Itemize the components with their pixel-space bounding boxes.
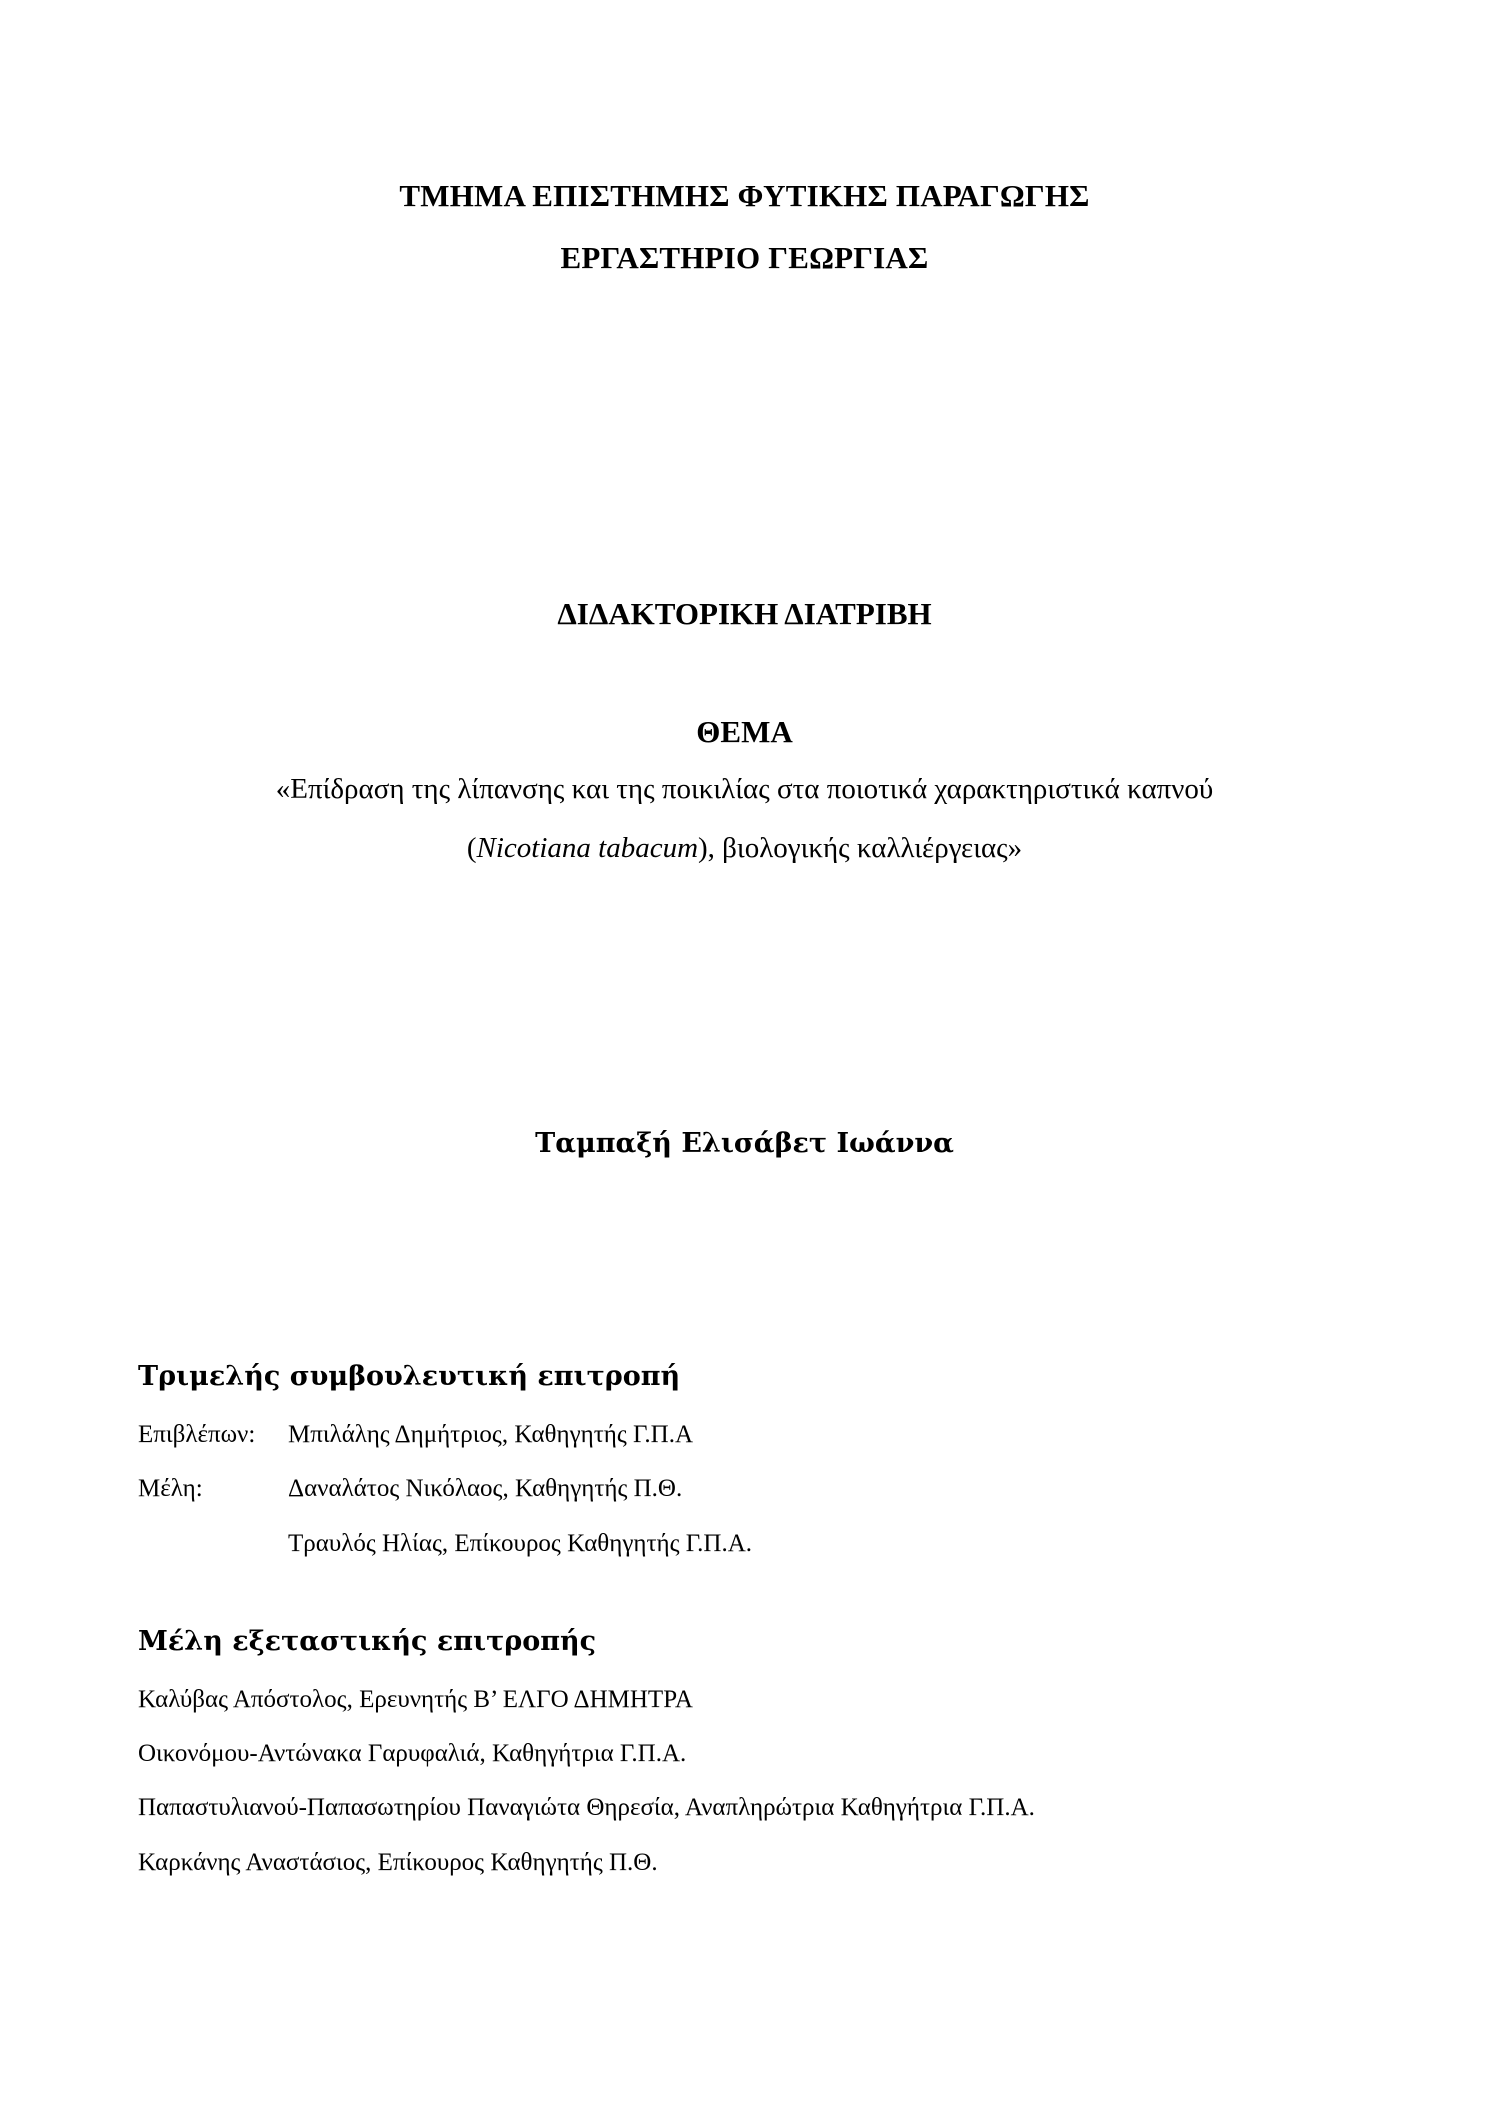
- thesis-type: ΔΙΔΑΚΤΟΡΙΚΗ ΔΙΑΤΡΙΒΗ: [557, 596, 932, 631]
- supervisor-name: Μπιλάλης Δημήτριος, Καθηγητής Γ.Π.Α: [288, 1421, 694, 1448]
- laboratory-title: ΕΡΓΑΣΤΗΡΙΟ ΓΕΩΡΓΙΑΣ: [560, 240, 929, 275]
- examination-member: Παπαστυλιανού-Παπασωτηρίου Παναγιώτα Θηρεσία, Αναπληρώτρια Καθηγήτρια Γ.Π.Α.: [138, 1794, 1035, 1821]
- advisory-committee-heading: Τριμελής συμβουλευτική επιτροπή: [138, 1361, 681, 1392]
- department-title: ΤΜΗΜΑ ΕΠΙΣΤΗΜΗΣ ΦΥΤΙΚΗΣ ΠΑΡΑΓΩΓΗΣ: [399, 178, 1090, 213]
- author-name: Ταμπαξή Ελισάβετ Ιωάννα: [535, 1128, 954, 1159]
- advisory-member: Δαναλάτος Νικόλαος, Καθηγητής Π.Θ.: [288, 1475, 683, 1502]
- topic-label: ΘΕΜΑ: [696, 714, 793, 749]
- thesis-title-line-2: [0, 832, 1489, 865]
- examination-committee-heading: Μέλη εξεταστικής επιτροπής: [138, 1626, 597, 1657]
- title-line-2-rest: ), βιολογικής καλλιέργειας»: [698, 832, 1023, 864]
- members-label: Μέλη:: [138, 1475, 203, 1502]
- examination-member: Καρκάνης Αναστάσιος, Επίκουρος Καθηγητής Π.Θ.: [138, 1849, 658, 1876]
- title-paren-open: (: [466, 832, 477, 864]
- advisory-member: Τραυλός Ηλίας, Επίκουρος Καθηγητής Γ.Π.Α.: [288, 1530, 753, 1557]
- examination-member: Οικονόμου-Αντώνακα Γαρυφαλιά, Καθηγήτρια Γ.Π.Α.: [138, 1740, 687, 1767]
- examination-member: Καλύβας Απόστολος, Ερευνητής Β’ ΕΛΓΟ ΔΗΜΗΤΡΑ: [138, 1686, 693, 1713]
- thesis-title-line-1: «Επίδραση της λίπανσης και της ποικιλίας στα ποιοτικά χαρακτηριστικά καπνού: [275, 773, 1214, 805]
- supervisor-label: Επιβλέπων:: [138, 1421, 256, 1448]
- species-name: Nicotiana tabacum: [476, 832, 699, 864]
